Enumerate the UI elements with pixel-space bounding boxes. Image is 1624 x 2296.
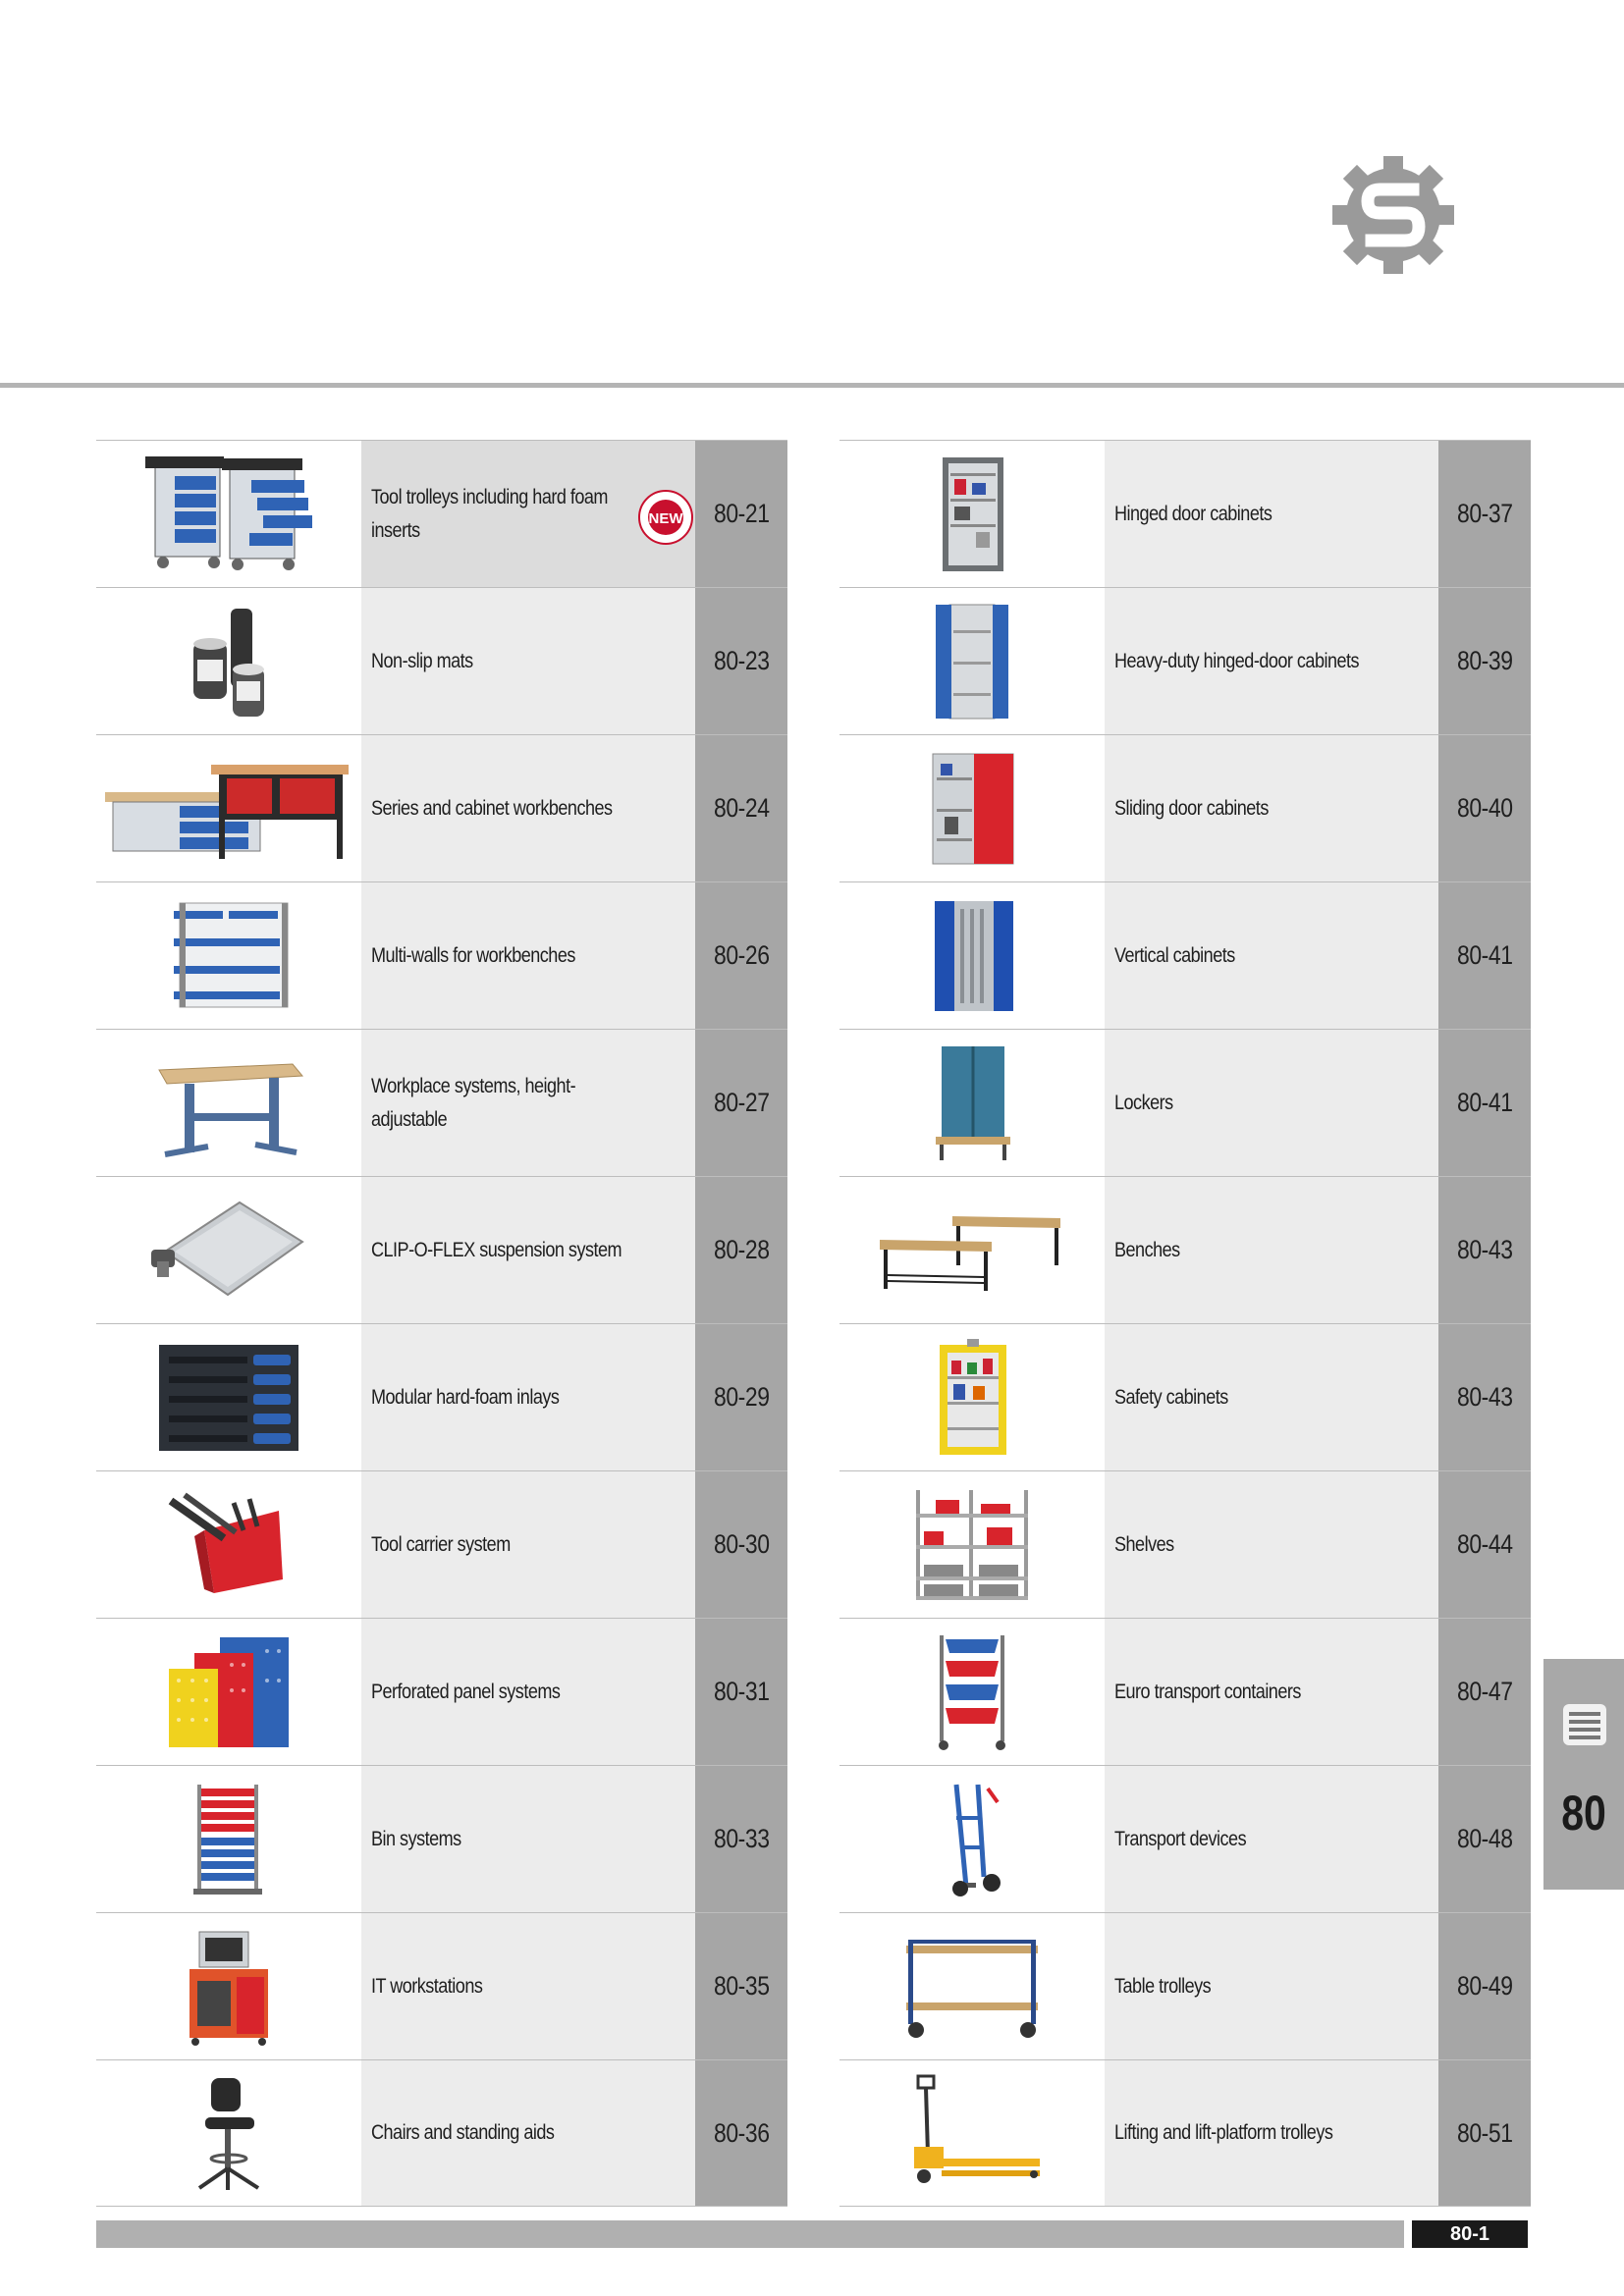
euro-container-icon <box>839 1619 1105 1765</box>
hinged-cabinet-icon <box>839 441 1105 587</box>
it-workstation-icon <box>96 1913 361 2059</box>
page-reference[interactable]: 80-44 <box>1456 1529 1513 1559</box>
index-row[interactable] <box>839 1029 1531 1176</box>
left-index-column <box>96 440 787 2207</box>
page-reference[interactable]: 80-30 <box>713 1529 770 1559</box>
index-row[interactable] <box>839 1176 1531 1323</box>
row-label: Sliding door cabinets <box>1114 796 1269 820</box>
index-row[interactable] <box>96 1323 787 1470</box>
row-label: Vertical cabinets <box>1114 943 1235 967</box>
page-reference[interactable]: 80-33 <box>713 1824 770 1853</box>
bin-rack-icon <box>96 1766 361 1912</box>
chapter-tab[interactable] <box>1543 1659 1624 1890</box>
row-label: CLIP-O-FLEX suspension system <box>371 1238 623 1261</box>
page-reference[interactable]: 80-21 <box>713 499 770 528</box>
row-label: Benches <box>1114 1238 1180 1261</box>
locker-icon <box>839 1030 1105 1176</box>
row-label: Workplace systems, height-adjustable <box>371 1074 576 1131</box>
non-slip-mat-rolls-icon <box>96 588 361 734</box>
page-reference[interactable]: 80-36 <box>713 2117 770 2148</box>
hand-truck-icon <box>839 1766 1105 1912</box>
foam-inlay-icon <box>96 1324 361 1470</box>
adjustable-table-icon <box>96 1030 361 1176</box>
page-reference[interactable]: 80-40 <box>1456 793 1513 823</box>
index-row[interactable] <box>839 440 1531 587</box>
page-reference[interactable]: 80-51 <box>1456 2117 1513 2148</box>
multi-wall-icon <box>96 882 361 1029</box>
page-reference[interactable]: 80-37 <box>1456 499 1513 528</box>
workbench-icon <box>96 735 361 881</box>
sliding-cabinet-icon <box>839 735 1105 881</box>
cabinet-drawer-icon <box>1561 1702 1608 1747</box>
index-row[interactable] <box>839 1912 1531 2059</box>
row-label: Tool carrier system <box>371 1532 511 1556</box>
row-label: Modular hard-foam inlays <box>371 1385 560 1409</box>
heavy-cabinet-icon <box>839 588 1105 734</box>
index-row[interactable] <box>96 1618 787 1765</box>
index-row[interactable] <box>96 734 787 881</box>
perforated-panel-icon <box>96 1619 361 1765</box>
index-row[interactable] <box>96 587 787 734</box>
row-label: Euro transport containers <box>1114 1680 1301 1703</box>
page-reference[interactable]: 80-28 <box>713 1235 770 1264</box>
gear-s-logo-icon <box>1330 154 1456 276</box>
chapter-number: 80 <box>1561 1786 1606 1841</box>
page-reference[interactable]: 80-41 <box>1456 940 1513 970</box>
row-label: Tool trolleys including hard foam inserts <box>371 485 608 542</box>
index-row[interactable] <box>839 2059 1531 2207</box>
index-row[interactable] <box>839 734 1531 881</box>
new-badge-text: NEW <box>648 510 683 527</box>
right-index-column <box>839 440 1531 2207</box>
index-row[interactable] <box>839 881 1531 1029</box>
page-reference[interactable]: 80-43 <box>1456 1235 1513 1264</box>
vertical-cabinet-icon <box>839 882 1105 1029</box>
index-row[interactable] <box>839 1765 1531 1912</box>
row-label: Lifting and lift-platform trolleys <box>1114 2121 1333 2144</box>
page-reference[interactable]: 80-26 <box>713 940 770 970</box>
page-reference[interactable]: 80-24 <box>713 793 770 823</box>
row-label: Transport devices <box>1114 1827 1247 1850</box>
row-label: Heavy-duty hinged-door cabinets <box>1114 649 1360 672</box>
index-row[interactable] <box>839 1470 1531 1618</box>
page-reference[interactable]: 80-27 <box>713 1088 770 1117</box>
page-reference[interactable]: 80-49 <box>1456 1971 1513 2001</box>
work-chair-icon <box>96 2060 361 2206</box>
tool-carrier-icon <box>96 1471 361 1618</box>
row-label: Non-slip mats <box>371 649 473 672</box>
index-row[interactable] <box>96 1470 787 1618</box>
index-row[interactable] <box>839 1323 1531 1470</box>
row-label: Table trolleys <box>1114 1974 1212 1998</box>
safety-cabinet-icon <box>839 1324 1105 1470</box>
index-row[interactable] <box>96 1176 787 1323</box>
tool-trolley-icon <box>96 441 361 587</box>
page-reference[interactable]: 80-31 <box>713 1677 770 1706</box>
pallet-truck-icon <box>839 2060 1105 2206</box>
row-label: Shelves <box>1114 1532 1174 1556</box>
index-row[interactable] <box>839 1618 1531 1765</box>
page-reference[interactable]: 80-48 <box>1456 1824 1513 1853</box>
suspension-tray-icon <box>96 1177 361 1323</box>
new-badge-icon <box>638 490 693 545</box>
header-rule <box>0 383 1624 388</box>
index-row[interactable] <box>96 1029 787 1176</box>
index-row[interactable] <box>96 1765 787 1912</box>
row-label: Hinged door cabinets <box>1114 502 1272 525</box>
bench-icon <box>839 1177 1105 1323</box>
row-label: Bin systems <box>371 1827 461 1850</box>
index-row[interactable] <box>839 587 1531 734</box>
index-row[interactable] <box>96 1912 787 2059</box>
row-label: Perforated panel systems <box>371 1680 561 1703</box>
shelves-icon <box>839 1471 1105 1618</box>
index-row[interactable] <box>96 2059 787 2207</box>
footer-bar <box>96 2220 1404 2248</box>
table-trolley-icon <box>839 1913 1105 2059</box>
row-label: Lockers <box>1114 1091 1173 1114</box>
row-label: Chairs and standing aids <box>371 2121 555 2144</box>
row-label: IT workstations <box>371 1974 483 1998</box>
index-row[interactable] <box>96 440 787 587</box>
row-label: Series and cabinet workbenches <box>371 796 613 820</box>
page-reference[interactable]: 80-39 <box>1456 646 1513 675</box>
page-reference[interactable]: 80-29 <box>713 1382 770 1412</box>
page-reference[interactable]: 80-23 <box>713 646 770 675</box>
page-reference[interactable]: 80-43 <box>1456 1382 1513 1412</box>
page-reference[interactable]: 80-47 <box>1456 1677 1513 1706</box>
row-label: Multi-walls for workbenches <box>371 943 575 967</box>
page-reference[interactable]: 80-41 <box>1456 1088 1513 1117</box>
row-label: Safety cabinets <box>1114 1385 1228 1409</box>
index-row[interactable] <box>96 881 787 1029</box>
page-number: 80-1 <box>1412 2220 1528 2248</box>
page-reference[interactable]: 80-35 <box>713 1971 770 2001</box>
